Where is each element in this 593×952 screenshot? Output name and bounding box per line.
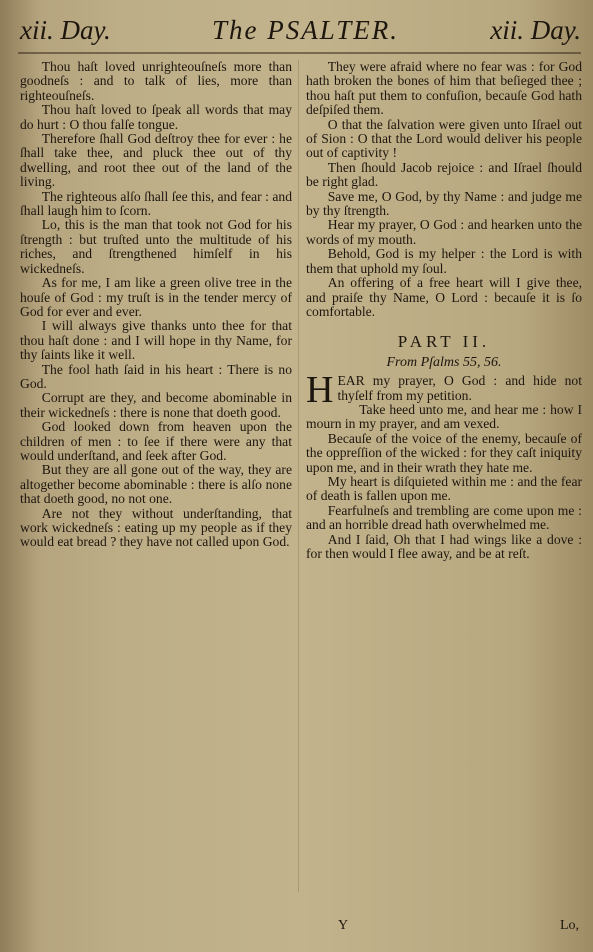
verse: Fearfulneſs and trembling are come upon me : and an horrible dread hath overwhelmed me.	[306, 502, 582, 533]
header-left-day: xii. Day.	[20, 15, 111, 45]
verse: The fool hath ſaid in his heart : There is no God.	[20, 361, 292, 391]
verse: And I ſaid, Oh that I had wings like a dove : for then would I flee away, and be at reſt.	[306, 531, 582, 561]
verse: Are not they without underſtanding, that work wickedneſs : eating up my people as if they would eat bread ? they have not called upon God.	[20, 505, 292, 550]
verse: But they are all gone out of the way, they are altogether become abominable : there is alſo none that doeth good, no not one.	[20, 462, 292, 507]
verse: O that the ſalvation were given unto Iſrael out of Sion : O that the Lord would deliver his people out of captivity !	[306, 116, 582, 161]
signature-mark: Y	[338, 918, 351, 933]
verse: Then ſhould Jacob rejoice : and Iſrael ſhould be right glad.	[306, 159, 582, 190]
verse: They were afraid where no fear was : for God hath broken the bones of him that beſieged thee ; thou haſt put them to confuſion, becauſe God hath deſpiſed them.	[306, 59, 582, 118]
verse: My heart is diſquieted within me : and the fear of death is fallen upon me.	[306, 473, 582, 504]
left-column	[20, 60, 292, 550]
verse: Save me, O God, by thy Name : and judge me by thy ſtrength.	[306, 188, 582, 219]
right-column	[306, 60, 582, 561]
verse-first-text: EAR my prayer, O God : and hide not thyſelf from my petition.	[337, 373, 582, 403]
drop-cap: H	[306, 369, 334, 412]
verse: As for me, I am like a green olive tree in the houſe of God : my truſt is in the tender mercy of God for ever and ever.	[20, 275, 292, 319]
header-rule	[18, 52, 581, 54]
header-right-day: xii. Day.	[490, 15, 581, 45]
verse: An offering of a free heart will I give thee, and praiſe thy Name, O Lord : becauſe it is ſo comfortable.	[306, 275, 582, 319]
verse: Hear my prayer, O God : and hearken unto the words of my mouth.	[306, 217, 582, 247]
header-title: The PSALTER.	[212, 15, 399, 45]
running-header	[20, 10, 581, 50]
verse: Thou haſt loved to ſpeak all words that may do hurt : O thou falſe tongue.	[20, 102, 292, 132]
verse: Thou haſt loved unrighteouſneſs more than goodneſs : and to talk of lies, more than righteouſneſs.	[20, 59, 292, 103]
verse: I will always give thanks unto thee for that thou haſt done : and I will hope in thy Name, for thy ſaints like it well.	[20, 318, 292, 363]
verse: Behold, God is my helper : the Lord is with them that uphold my ſoul.	[306, 246, 582, 276]
verse: Corrupt are they, and become abominable in their wickedneſs : there is none that doeth good.	[20, 390, 292, 420]
verse: Becauſe of the voice of the enemy, becauſe of the oppreſſion of the wicked : for they caſt iniquity upon me, and in their wrath they hate me.	[306, 430, 582, 475]
verse: Therefore ſhall God deſtroy thee for ever : he ſhall take thee, and pluck thee out of thy dwelling, and root thee out of the land of the living.	[20, 131, 292, 190]
part-source: From Pſalms 55, 56.	[386, 354, 502, 370]
catchword: Lo,	[559, 918, 579, 933]
column-gutter	[298, 60, 299, 892]
verse: Take heed unto me, and hear me : how I mourn in my prayer, and am vexed.	[306, 401, 582, 432]
verse: God looked down from heaven upon the children of men : to ſee if there were any that would underſtand, and ſeek after God.	[20, 419, 292, 463]
verse-first	[306, 369, 582, 412]
page-footer	[20, 918, 579, 938]
verse: The righteous alſo ſhall ſee this, and fear : and ſhall laugh him to ſcorn.	[20, 188, 292, 219]
verse: Lo, this is the man that took not God for his ſtrength : but truſted unto the multitude of his riches, and ſtrengthened himſelf in his wickedneſs.	[20, 217, 292, 276]
part-heading: PART II.	[397, 332, 491, 352]
